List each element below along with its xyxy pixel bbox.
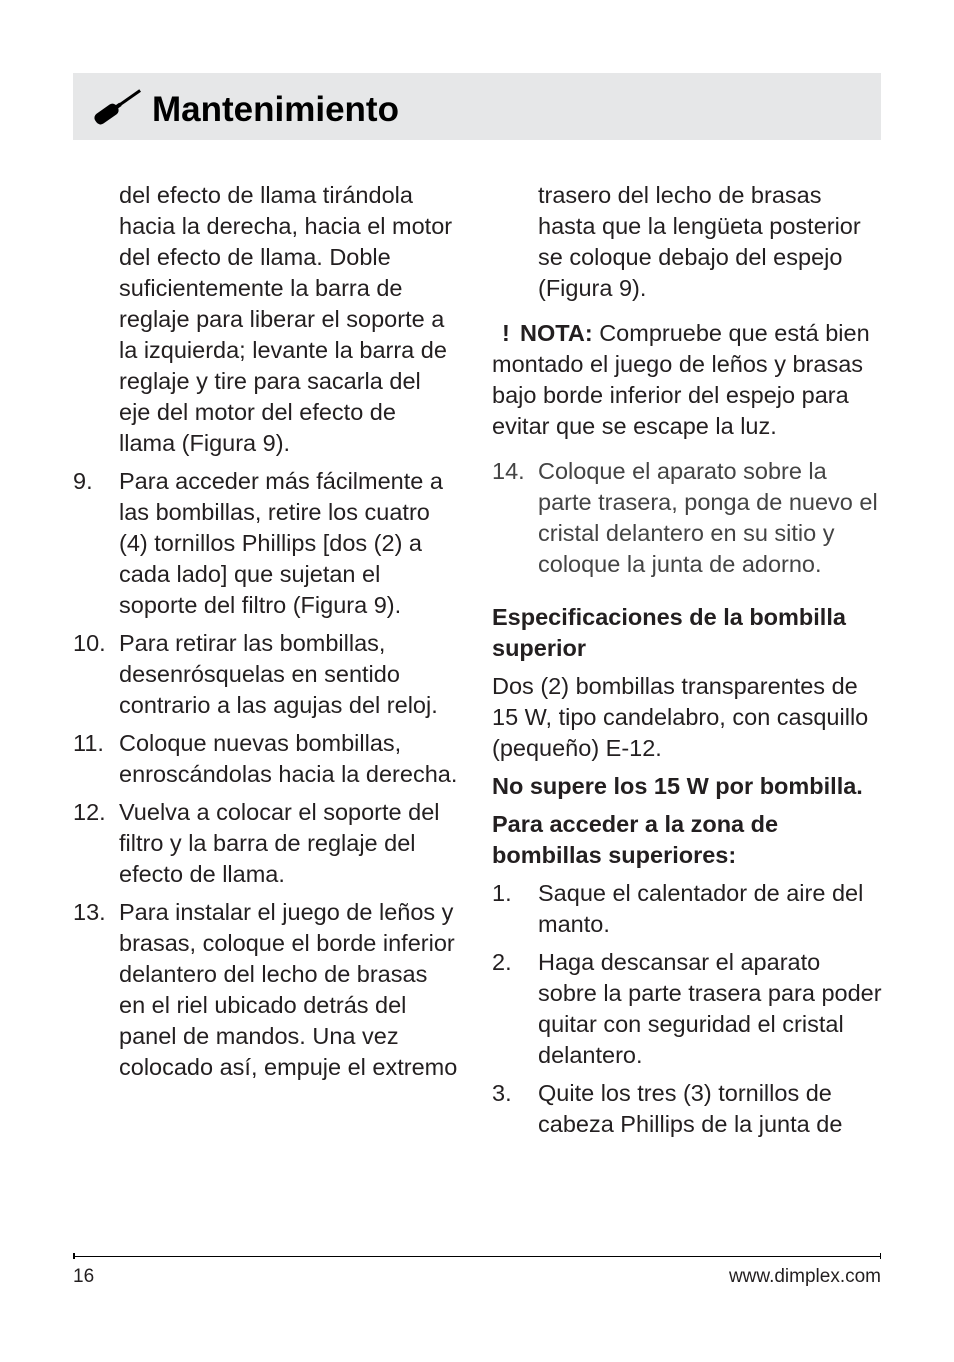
divider-tick-left xyxy=(73,1253,75,1259)
section-header xyxy=(73,73,881,140)
item-number: 1. xyxy=(492,880,512,906)
item-text: Haga descansar el aparato sobre la parte trasera para poder quitar con seguridad el cristal delantero. xyxy=(538,949,882,1068)
list-item xyxy=(73,628,458,721)
list-item xyxy=(73,728,458,790)
item-number: 14. xyxy=(492,458,525,484)
item-text: Para retirar las bombillas, desenrósquelas en sentido contrario a las agujas del reloj. xyxy=(119,630,438,718)
list-item xyxy=(73,466,458,621)
wattage-warning: No supere los 15 W por bombilla. xyxy=(492,773,863,799)
continuation-text: trasero del lecho de brasas hasta que la lengüeta posterior se coloque debajo del espejo (Figura 9). xyxy=(538,182,861,301)
list-item xyxy=(492,456,884,580)
note-block xyxy=(492,318,884,442)
note-text: Compruebe que está bien montado el juego de leños y brasas bajo borde inferior del espejo para evitar que se escape la luz. xyxy=(492,320,870,439)
item-number: 9. xyxy=(73,468,93,494)
footer-divider xyxy=(73,1256,881,1257)
access-heading: Para acceder a la zona de bombillas superiores: xyxy=(492,811,779,868)
item-text: Quite los tres (3) tornillos de cabeza Phillips de la junta de xyxy=(538,1080,843,1137)
item-text: Vuelva a colocar el soporte del filtro y la barra de reglaje del efecto de llama. xyxy=(119,799,440,887)
divider-tick-right xyxy=(880,1253,882,1259)
item-number: 3. xyxy=(492,1080,512,1106)
website-url: www.dimplex.com xyxy=(728,1266,881,1287)
list-item xyxy=(492,1078,884,1140)
screwdriver-icon xyxy=(89,83,147,129)
spec-heading: Especificaciones de la bombilla superior xyxy=(492,604,846,661)
note-label: NOTA: xyxy=(520,320,593,346)
page-number: 16 xyxy=(73,1266,95,1287)
list-item xyxy=(73,897,458,1083)
left-column xyxy=(73,180,458,1083)
spec-text: Dos (2) bombillas transparentes de 15 W, tipo candelabro, con casquillo (pequeño) E-12. xyxy=(492,673,869,761)
item-text: Coloque nuevas bombillas, enroscándolas hacia la derecha. xyxy=(119,730,458,787)
list-item xyxy=(73,797,458,890)
item-number: 2. xyxy=(492,949,512,975)
item-text: Para acceder más fácilmente a las bombillas, retire los cuatro (4) tornillos Phillips [dos (2) a cada lado] que sujetan el soporte del filtro (Figura 9). xyxy=(119,468,443,618)
right-column xyxy=(492,180,884,1140)
item-text: Saque el calentador de aire del manto. xyxy=(538,880,864,937)
warning-mark-icon: ! xyxy=(502,320,510,346)
page-title: Mantenimiento xyxy=(152,90,399,129)
list-item xyxy=(492,947,884,1071)
list-item xyxy=(492,878,884,940)
item-number: 11. xyxy=(73,730,104,756)
item-text: Para instalar el juego de leños y brasas, coloque el borde inferior delantero del lecho de brasas en el riel ubicado detrás del panel de mandos. Una vez colocado así, empuje el extremo xyxy=(119,899,458,1080)
item-text: Coloque el aparato sobre la parte trasera, ponga de nuevo el cristal delantero en su sitio y coloque la junta de adorno. xyxy=(538,458,878,577)
item-number: 12. xyxy=(73,799,106,825)
continuation-text: del efecto de llama tirándola hacia la derecha, hacia el motor del efecto de llama. Doble suficientemente la barra de reglaje para liberar el soporte a la izquierda; levante la barra de reglaje y tire para sacarla del eje del motor del efecto de llama (Figura 9). xyxy=(119,182,453,456)
item-number: 10. xyxy=(73,630,106,656)
item-number: 13. xyxy=(73,899,106,925)
